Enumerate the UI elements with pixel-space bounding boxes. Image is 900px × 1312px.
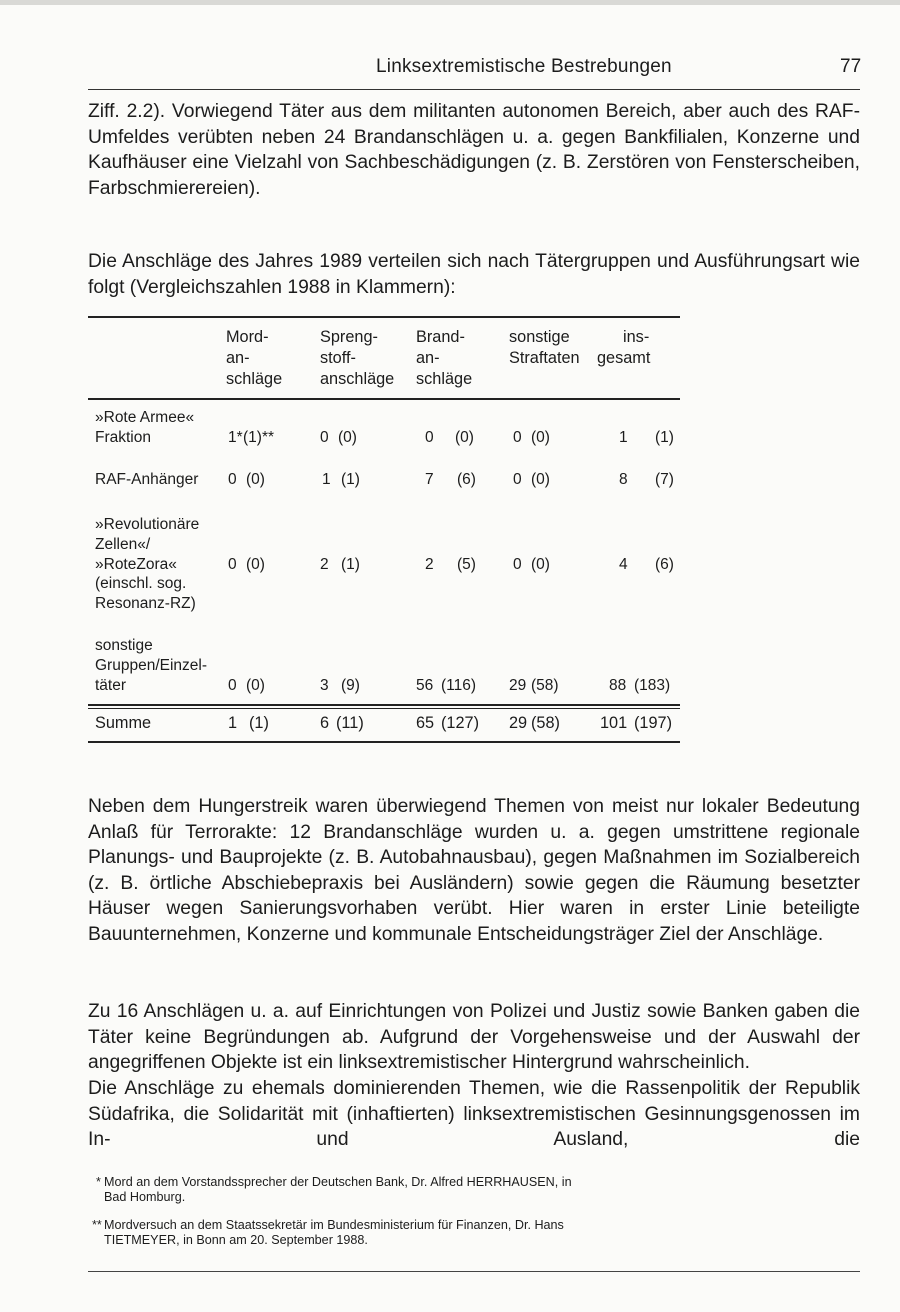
table-cell: 56 — [416, 677, 434, 694]
table-cell-prev: (0) — [246, 471, 265, 488]
table-cell: 0 — [513, 429, 522, 446]
table-cell: 0 — [228, 677, 237, 694]
header-line: Straftaten — [509, 349, 580, 367]
header-line: sonstige — [509, 328, 570, 346]
footnote-1 — [104, 1175, 572, 1206]
table-cell: 2 — [425, 556, 434, 573]
footnote-2 — [104, 1218, 564, 1249]
table-cell-prev: (1) — [341, 556, 360, 573]
column-header-brand — [416, 327, 472, 390]
table-cell-prev: (0) — [246, 677, 265, 694]
table-cell-prev: (0) — [246, 556, 265, 573]
footnote-line: Bad Homburg. — [104, 1190, 186, 1205]
table-sum-rule-inner — [88, 708, 680, 709]
header-line: Mord- — [226, 328, 269, 346]
paragraph-no-justification: Zu 16 Anschlägen u. a. auf Einrichtungen von Polizei und Justiz sowie Banken gaben die Täter keine Begründungen ab. Aufgrund der Vorgehensweise und der Auswahl der angegriffenen Objekte ist ein linksextremistischer Hintergrund wahrscheinlich. — [88, 1001, 860, 1074]
footnote-line: TIETMEYER, in Bonn am 20. September 1988. — [104, 1233, 368, 1248]
table-cell-prev: (58) — [531, 677, 559, 694]
table-cell-prev: (6) — [655, 556, 674, 573]
footnote-mark: ** — [92, 1218, 102, 1232]
row-label-line: sonstige — [95, 637, 153, 654]
sum-cell-prev: (1) — [249, 714, 269, 732]
table-cell: 29 — [509, 677, 527, 694]
sum-cell-prev: (127) — [441, 714, 480, 732]
sum-cell: 65 — [416, 714, 435, 732]
sum-cell: 1 — [228, 714, 238, 732]
table-cell: 88 — [609, 677, 627, 694]
bottom-rule — [88, 1271, 860, 1272]
table-cell: 8 — [619, 471, 628, 488]
table-cell-prev: (6) — [457, 471, 476, 488]
row-label-line: (einschl. sog. — [95, 575, 187, 593]
row-label-line: Zellen«/ — [95, 535, 151, 553]
row-label-raf-anhaenger — [95, 470, 198, 490]
table-cell-prev: (7) — [655, 471, 674, 488]
paragraph-table-intro: Die Anschläge des Jahres 1989 verteilen sich nach Tätergruppen und Ausführungsart wie folgt (Vergleichszahlen 1988 in Klammern): — [88, 251, 860, 298]
header-line: schläge — [416, 370, 473, 388]
column-header-insgesamt — [597, 327, 650, 369]
header-line: an- — [416, 349, 440, 367]
sum-cell: 6 — [320, 714, 330, 732]
row-label-line: täter — [95, 676, 127, 694]
table-cell-prev: (0) — [531, 429, 550, 446]
paragraph-former-themes: Die Anschläge zu ehemals dominierenden Themen, wie die Rassenpolitik der Republik Südafrika, die Solidarität mit (inhaftierten) linksextremistischen Gesinnungsgenossen im In- und Ausland, die — [88, 1078, 860, 1151]
table-cell-prev: (1) — [341, 471, 360, 488]
sum-cell-prev: (11) — [336, 714, 364, 732]
table-cell: 1 — [619, 429, 628, 446]
row-label-raf — [95, 408, 194, 448]
row-label-line: »Revolutionäre — [95, 516, 200, 533]
table-cell-prev: (1)** — [243, 429, 275, 446]
table-cell: 4 — [619, 556, 628, 573]
table-top-rule — [88, 316, 680, 318]
header-line: Spreng- — [320, 328, 378, 346]
footnote-mark: * — [96, 1175, 101, 1189]
table-cell: 3 — [320, 677, 329, 694]
sum-cell: 101 — [600, 714, 628, 732]
table-cell-prev: (1) — [655, 429, 674, 446]
table-cell: 0 — [513, 556, 522, 573]
table-cell-prev: (183) — [634, 677, 671, 694]
table-cell: 0 — [513, 471, 522, 488]
table-cell-prev: (0) — [531, 471, 550, 488]
footnote-line: Mordversuch an dem Staatssekretär im Bundesministerium für Finanzen, Dr. Hans — [104, 1218, 564, 1232]
row-label-summe: Summe — [95, 714, 152, 732]
table-cell: 0 — [228, 556, 237, 573]
sum-cell-prev: (58) — [531, 714, 560, 732]
table-cell: 7 — [425, 471, 434, 488]
table-cell-prev: (0) — [455, 429, 474, 446]
row-label-line: Resonanz-RZ) — [95, 595, 196, 613]
header-line: gesamt — [597, 349, 651, 367]
column-header-mord — [226, 327, 282, 390]
row-label-revolutionaere-zellen — [95, 515, 199, 614]
table-cell: 0 — [425, 429, 434, 446]
table-header-rule — [88, 398, 680, 400]
column-header-sonstige-straftaten — [509, 327, 580, 369]
footnote-line: Mord an dem Vorstandssprecher der Deutschen Bank, Dr. Alfred HERRHAUSEN, in — [104, 1175, 572, 1189]
table-cell-prev: (9) — [341, 677, 360, 694]
header-line: Brand- — [416, 328, 465, 346]
table-cell: 1 — [322, 471, 331, 488]
row-label-line: Fraktion — [95, 428, 151, 446]
column-header-sprengstoff — [320, 327, 394, 390]
running-header-title: Linksextremistische Bestrebungen — [376, 56, 672, 77]
header-line: schläge — [226, 370, 283, 388]
row-label-line: Gruppen/Einzel- — [95, 656, 208, 674]
table-cell: 1* — [228, 429, 243, 446]
row-label-line: »Rote Armee« — [95, 409, 195, 426]
table-cell: 0 — [320, 429, 329, 446]
sum-cell-prev: (197) — [634, 714, 673, 732]
sum-cell: 29 — [509, 714, 528, 732]
header-line: stoff- — [320, 349, 356, 367]
scan-top-edge — [0, 0, 900, 5]
header-rule — [88, 89, 860, 90]
row-label-sonstige-gruppen — [95, 636, 207, 695]
header-line: ins- — [623, 328, 650, 346]
page-number: 77 — [840, 56, 862, 77]
table-bottom-rule — [88, 741, 680, 743]
row-label-line: RAF-Anhänger — [95, 471, 199, 488]
row-label-line: »RoteZora« — [95, 555, 177, 573]
table-cell: 0 — [228, 471, 237, 488]
table-cell-prev: (0) — [338, 429, 357, 446]
table-cell-prev: (116) — [441, 677, 477, 694]
header-line: an- — [226, 349, 250, 367]
table-sum-rule — [88, 704, 680, 706]
table-cell-prev: (5) — [457, 556, 476, 573]
header-line: anschläge — [320, 370, 395, 388]
table-cell: 2 — [320, 556, 329, 573]
paragraph-intro: Ziff. 2.2). Vorwiegend Täter aus dem militanten autonomen Bereich, aber auch des RAF-Umfeldes verübten neben 24 Brandanschlägen u. a. gegen Bankfilialen, Konzerne und Kaufhäuser eine Vielzahl von Sachbeschädigungen (z. B. Zerstören von Fensterscheiben, Farbschmierereien). — [88, 101, 860, 199]
paragraph-themes: Neben dem Hungerstreik waren überwiegend Themen von meist nur lokaler Bedeutung Anlaß für Terrorakte: 12 Brandanschläge wurden u. a. gegen umstrittene regionale Planungs- und Bauprojekte (z. B. Autobahnausbau), gegen Maßnahmen im Sozialbereich (z. B. örtliche Abschiebepraxis bei Ausländern) sowie gegen die Räumung besetzter Häuser wegen Sanierungsvorhaben verübt. Hier waren in erster Linie beteiligte Bauunternehmen, Konzerne und kommunale Entscheidungsträger Ziel der Anschläge. — [88, 796, 860, 945]
table-cell-prev: (0) — [531, 556, 550, 573]
